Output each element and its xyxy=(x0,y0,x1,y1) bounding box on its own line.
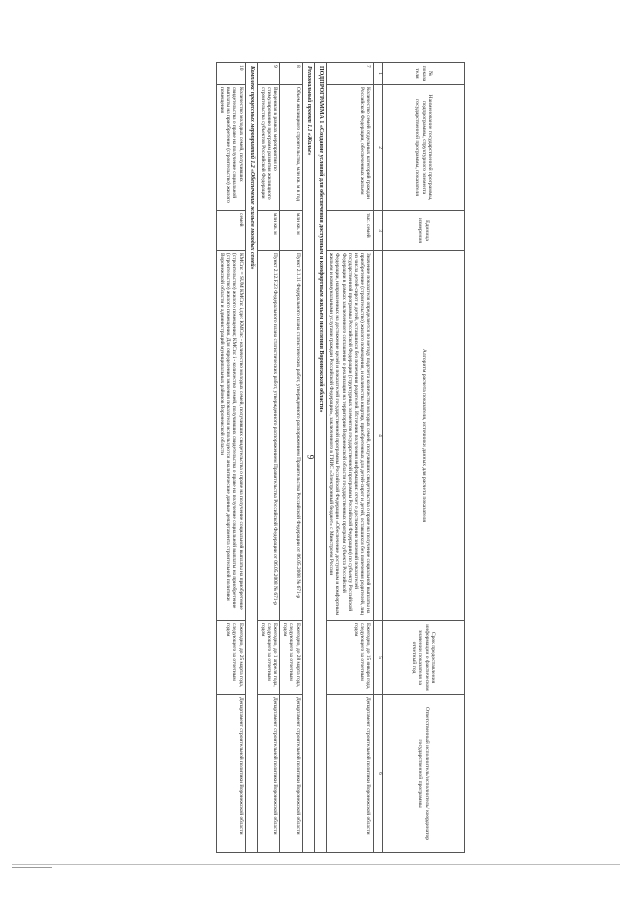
process-complex-title: Комплекс процессных мероприятий 1.2 «Обеспечение жильем молодых семей» xyxy=(246,63,258,853)
indicator-name: Количество молодых семей, получивших свидетельства о праве на получение социальной выплаты на приобретение (строительство) жилого помещения xyxy=(217,85,246,211)
indicator-deadline: Ежегодно, до 15 января года, следующего за отчетным годом xyxy=(326,621,373,695)
column-number: 2 xyxy=(374,85,383,211)
indicator-name: Количество семей отдельных категорий граждан Российской Федерации, обеспеченных жильем xyxy=(326,85,373,211)
table-header-row xyxy=(383,63,465,853)
indicator-responsible: Департамент строительной политики Воронежской области xyxy=(280,695,303,853)
indicator-table xyxy=(216,62,465,853)
indicator-unit: млн кв. м xyxy=(280,211,303,251)
header-cell-name: Наименование государственной программы, подпрограммы, структурного элемента государственной программы, показателя xyxy=(383,85,465,211)
regional-project-title: Региональный проект 1.1 «Жилье» xyxy=(303,63,315,853)
indicator-name: Введенная в рамках мероприятия по стимулированию программ развития жилищного строительства субъектов Российской Федерации xyxy=(257,85,280,211)
row-number: 9 xyxy=(257,63,280,85)
table-row xyxy=(217,63,246,853)
rotated-table-container xyxy=(123,62,465,852)
subprogram-title: ПОДПРОГРАММА 1 «Создание условий для обеспечения доступным и комфортным жильем населения Воронежской области» xyxy=(314,63,326,853)
indicator-algorithm: Пункт 2.1.11 Федерального плана статистических работ, утвержденного распоряжением Правительства Российской Федерации от 06.05.2008 № 671-р xyxy=(280,251,303,621)
indicator-deadline: Ежегодно, до 25 марта года, следующего за отчетным годом xyxy=(217,621,246,695)
header-cell-unit: Единица измерения xyxy=(383,211,465,251)
indicator-algorithm: Значение показателя определяется по методу подсчета количества молодых семей, получивших свидетельства о праве на получение социальной выплаты на приобретение (строительство) жилого помещения, и количества квартир, приобретенных для детей-сирот и детей, оставшихся без попечения родителей, лиц из числа детей-сирот и детей, оставшихся без попечения родителей. Источник получения информации: отчет о достижении значений показателей государственной программы Российской Федерации (структурных элементов государственной программы Российской Федерации) по субъекту Российской Федерации в рамках заключенного соглашения о реализации на территории Воронежской области государственных программ субъекта Российской Федерации, направленных на достижение целей и показателей государственной программы Российской Федерации «Обеспечение доступным и комфортным жильем и коммунальными услугами граждан Российской Федерации», заключенного в ГИИС «Электронный бюджет» с Минстроем России xyxy=(326,251,373,621)
column-number: 4 xyxy=(374,251,383,621)
header-cell-number: № показателя xyxy=(383,63,465,85)
indicator-responsible: Департамент строительной политики Воронежской области xyxy=(326,695,373,853)
subsection-row xyxy=(246,63,258,853)
table-row xyxy=(257,63,280,853)
indicator-algorithm: Пункт 2.12.F.23 Федерального плана статистических работ, утвержденного распоряжением Правительства Российской Федерации от 06.05.2008 № 671-р xyxy=(257,251,280,621)
page-number: 9 xyxy=(305,454,316,460)
page-footer-rule xyxy=(12,864,620,865)
indicator-unit: тыс. семей xyxy=(326,211,373,251)
indicator-responsible: Департамент строительной политики Воронежской области xyxy=(257,695,280,853)
column-number: 5 xyxy=(374,621,383,695)
indicator-responsible: Департамент строительной политики Воронежской области xyxy=(217,695,246,853)
page-footer-mark xyxy=(12,867,52,868)
row-number: 10 xyxy=(217,63,246,85)
column-number: 3 xyxy=(374,211,383,251)
column-number-row xyxy=(374,63,383,853)
indicator-deadline: Ежегодно, до 1 апреля года, следующего за отчетным годом xyxy=(257,621,280,695)
header-cell-algorithm: Алгоритм расчета показателя, источники данных для расчета показателя xyxy=(383,251,465,621)
indicator-unit: семей xyxy=(217,211,246,251)
table-row xyxy=(326,63,373,853)
section-row xyxy=(314,63,326,853)
table-row xyxy=(280,63,303,853)
indicator-name: Объем жилищного строительства, млн кв. м в год xyxy=(280,85,303,211)
column-number: 1 xyxy=(374,63,383,85)
indicator-deadline: Ежегодно, до 28 марта года, следующего за отчетным годом xyxy=(280,621,303,695)
row-number: 7 xyxy=(326,63,373,85)
header-cell-deadline: Срок предоставления информации о фактическом значении показателя за отчетный год xyxy=(383,621,465,695)
row-number: 8 xyxy=(280,63,303,85)
indicator-algorithm: КМСпс = SUM КМСпс i,где: КМСпс - количество молодых семей, получивших свидетельства о праве на получение социальной выплаты на приобретение (строительство) жилого помещения; КМСпс i - количество семей, получивших свидетельства о праве на получение социальной выплаты на приобретение (строительство) жилого помещения. Для определения значения показателя используются аналитические данные департамента строительной политики Воронежской области и администраций муниципальных районов Воронежской области xyxy=(217,251,246,621)
subsection-row xyxy=(303,63,315,853)
header-cell-responsible: Ответственный исполнитель/исполнитель/ координатор государственной программы xyxy=(383,695,465,853)
indicator-unit: млн кв. м xyxy=(257,211,280,251)
column-number: 6 xyxy=(374,695,383,853)
